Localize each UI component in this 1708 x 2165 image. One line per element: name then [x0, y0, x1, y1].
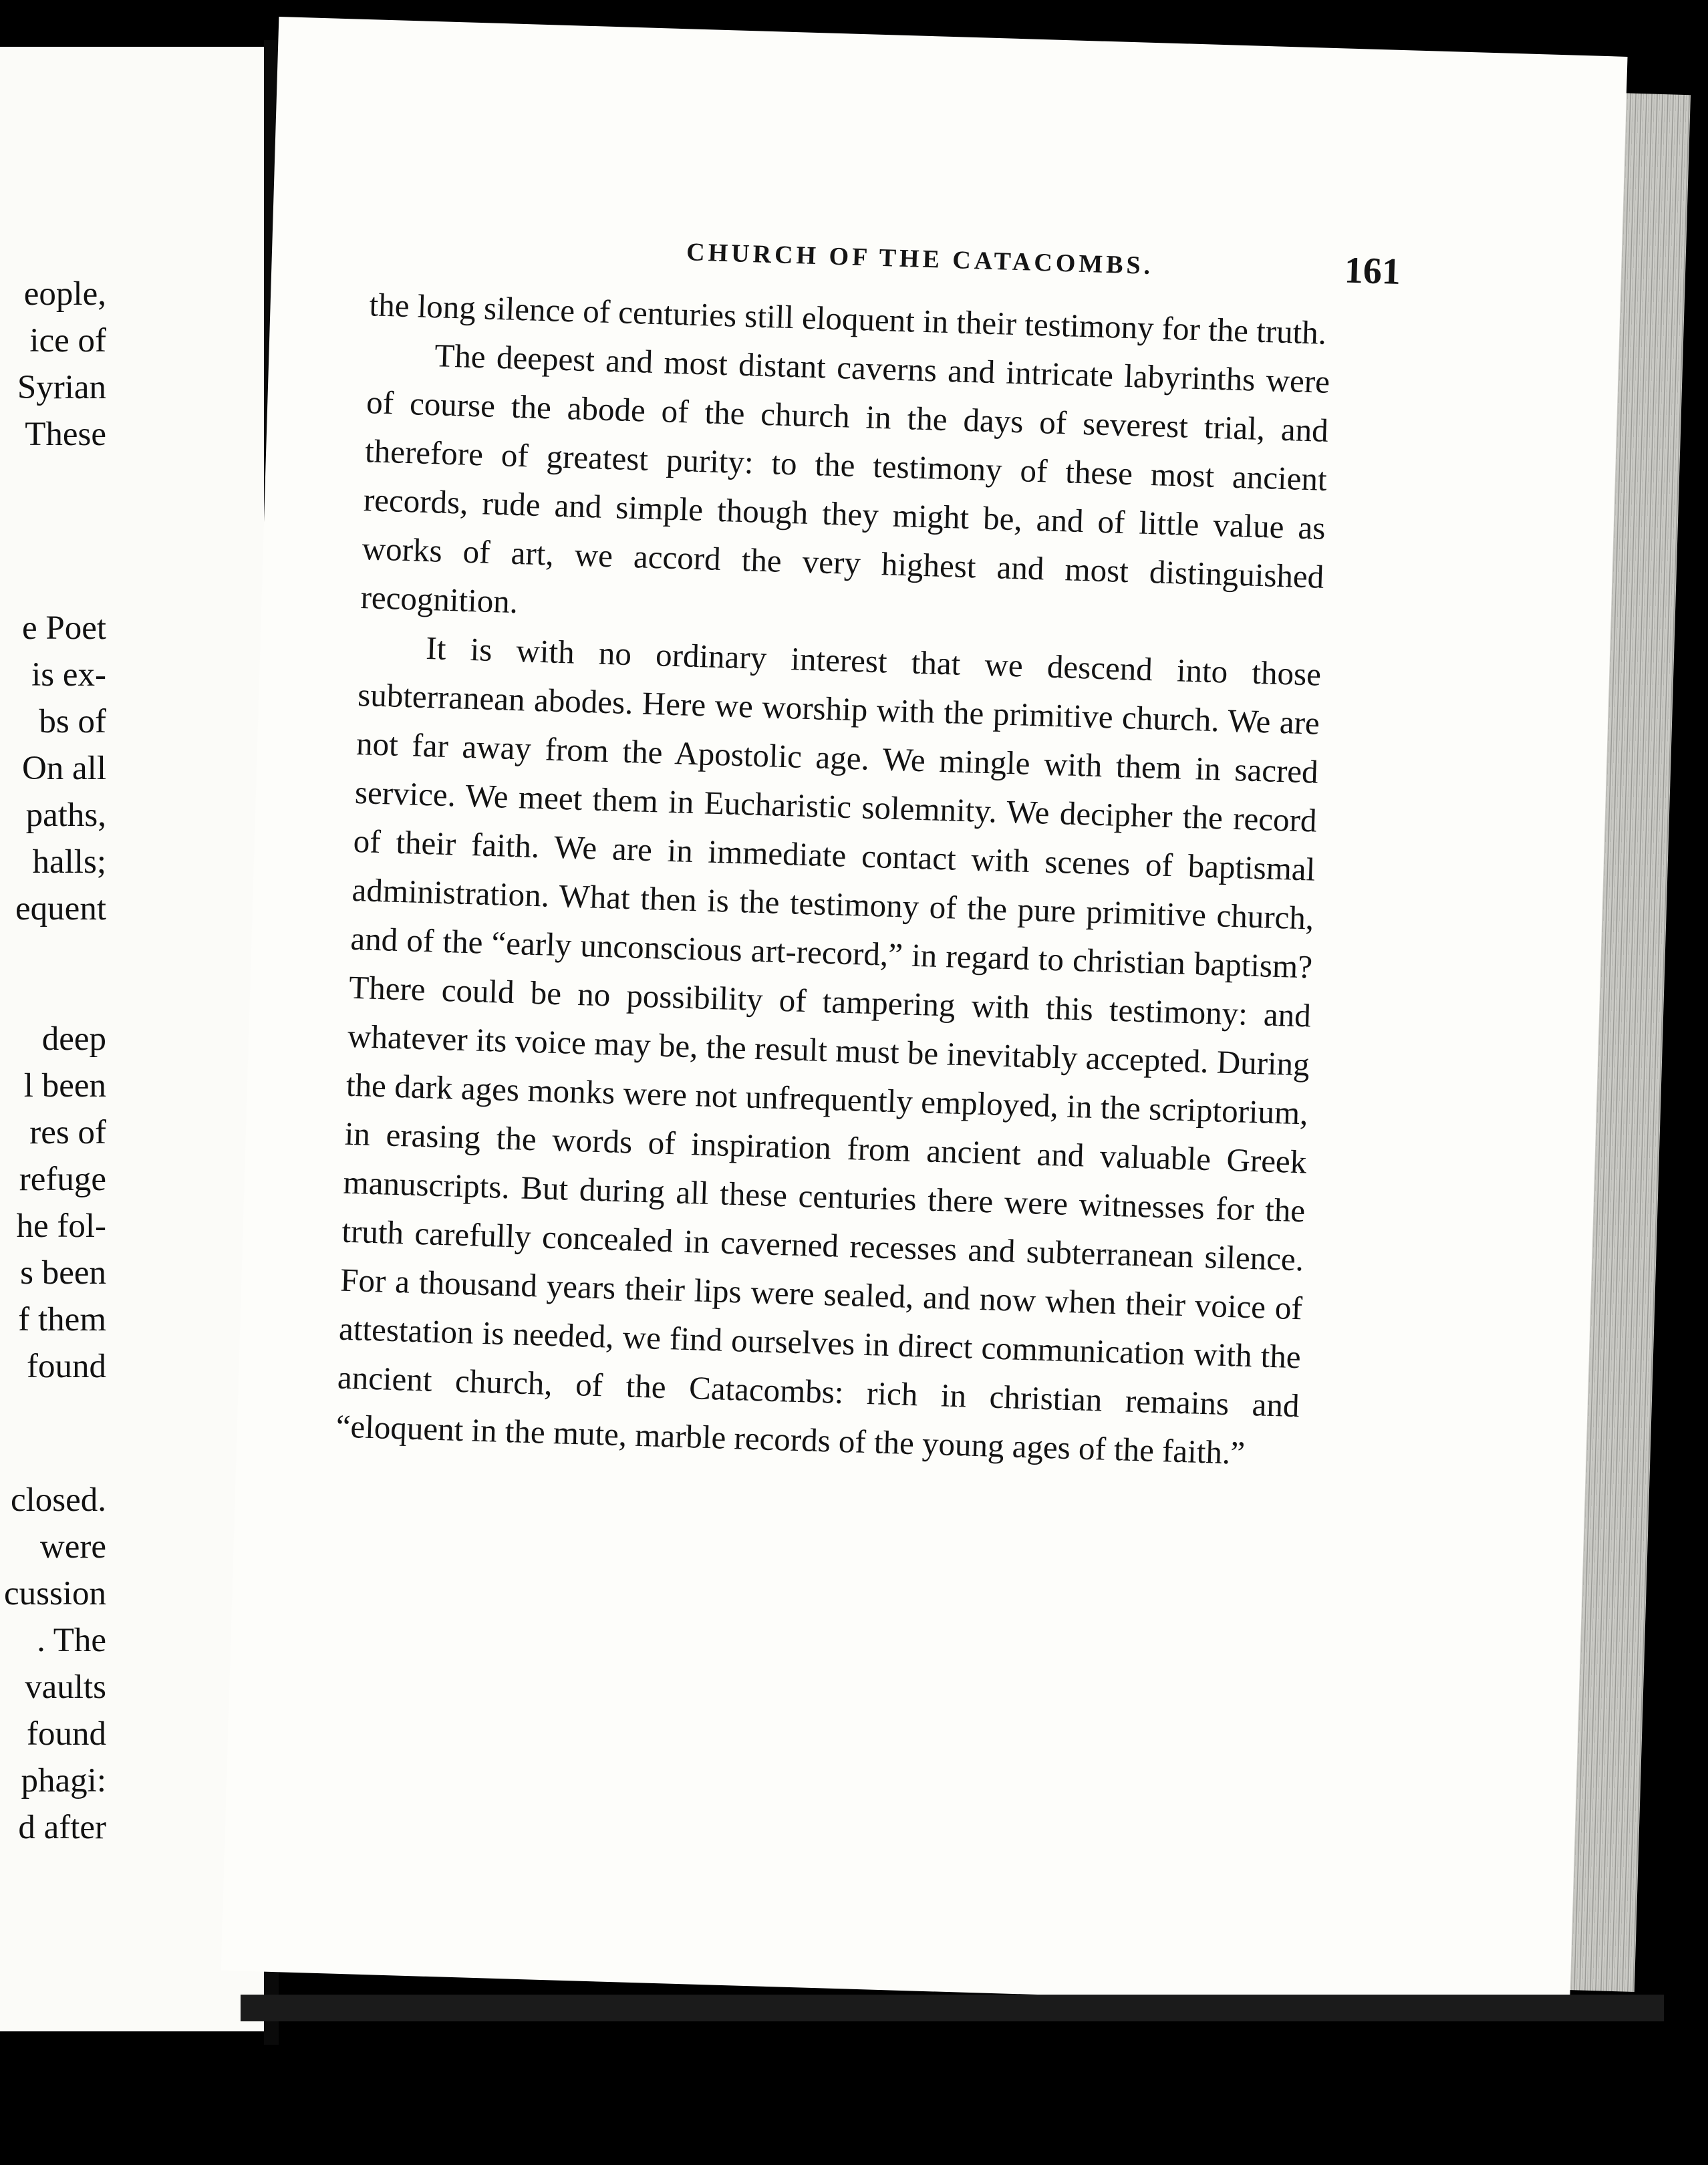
left-page-fragment: he fol- [16, 1207, 106, 1245]
paragraph: the long silence of centuries still eloquent in their testimony for the truth. [368, 286, 1327, 351]
left-page-fragment: vaults [25, 1669, 106, 1706]
left-page-fragment: e Poet [21, 609, 106, 647]
left-page-fragment: These [25, 416, 106, 453]
left-page-fragment: l been [23, 1067, 106, 1105]
left-page-fragment: found [27, 1715, 106, 1753]
left-page-fragment: f them [18, 1301, 106, 1338]
left-page-fragment: eople, [23, 275, 106, 313]
left-page-fragment: . The [37, 1622, 106, 1659]
left-page-fragment: phagi: [21, 1762, 106, 1799]
left-page-fragment: d after [18, 1809, 106, 1846]
left-page-fragment: On all [21, 750, 106, 787]
page-bottom-shadow [241, 1995, 1664, 2021]
page-number: 161 [1343, 249, 1401, 293]
left-page [0, 47, 264, 2031]
left-page-fragment: refuge [19, 1161, 106, 1198]
book-page [221, 17, 1628, 2011]
left-page-fragment: deep [41, 1020, 106, 1058]
left-page-fragment: res of [29, 1114, 106, 1151]
left-page-fragment: cussion [4, 1575, 106, 1612]
left-page-fragment: ice of [29, 322, 106, 359]
left-page-fragment: halls; [32, 843, 106, 881]
paragraph: It is with no ordinary interest that we descend into those subterranean abodes. Here we worship with the primitive church. We are not far away from the Apostolic age. We mingle with them in sacred service. We meet them in Eucharistic solemnity. We decipher the record of their faith. We are in immediate contact with scenes of baptismal administration. What then is the testimony of the pure primitive church, and of the “early unconscious art-record,” in regard to christian baptism? There could be no possibility of tampering with this testimony: and whatever its voice may be, the result must be inevitably accepted. During the dark ages monks were not unfrequently employed, in the scriptorium, in erasing the words of inspiration from ancient and valuable Greek manuscripts. But during all these centuries there were witnesses for the truth carefully concealed in caverned recesses and subterranean silence. For a thousand years their lips were sealed, and now when their voice of attestation is needed, we find ourselves in direct communication with the ancient church, of the Catacombs: rich in christian remains and “eloquent in the mute, marble records of the young ages of the faith.” [335, 629, 1322, 1471]
running-head-title: CHURCH OF THE CATACOMBS. [686, 238, 1154, 281]
left-page-fragment: equent [15, 890, 106, 927]
left-page-fragment: closed. [10, 1481, 106, 1519]
left-page-fragment: is ex- [31, 656, 106, 694]
paragraph: The deepest and most distant caverns and intricate labyrinths were of course the abode of the church in the days of severest trial, and therefore of greatest purity: to the testimony of these most ancient records, rude and simple though they might be, and of little value as works of art, we accord the very highest and most distinguished recognition. [360, 337, 1330, 621]
left-page-fragment: were [39, 1528, 106, 1566]
left-page-fragment: found [27, 1348, 106, 1385]
left-page-fragment: Syrian [17, 369, 106, 406]
left-page-fragment: paths, [25, 797, 106, 834]
left-page-fragment: s been [20, 1254, 106, 1292]
page-body [335, 280, 1332, 1479]
left-page-fragment: bs of [39, 703, 106, 740]
